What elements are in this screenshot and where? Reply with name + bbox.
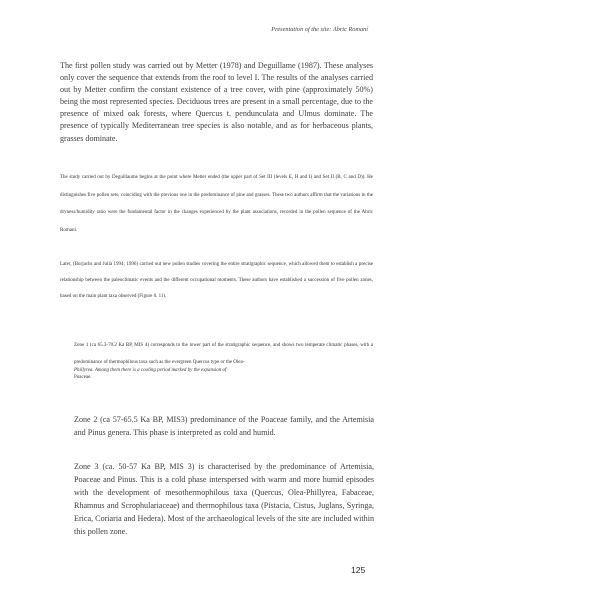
- paragraph-pollen-first-study: The first pollen study was carried out by Metter (1978) and Deguillame (1987). These analyses only cover the sequence that extends from the roof to level I. The results of the analyses carried out by Metter confirm the constant existence of a tree cover, with pine (approximately 50%) being the most represented species. Deciduous trees are present in a small percentage, due to the presence of mixed oak forests, where Quercus t. pendunculata and Ulmus dominate. The presence of typically Mediterranean tree species is also notable, and as for herbaceous plants, grasses dominate.: [60, 61, 373, 143]
- paragraph-zone-1-continuation: [74, 367, 274, 381]
- zone-1-final-line: Poaceae.: [74, 375, 92, 381]
- zone-1-italic-line: Phillyrea. Among them there is a cooling period marked by the expansion of: [74, 368, 227, 373]
- page-number: 125: [351, 565, 366, 575]
- paragraph-burjachs-julia: Later, (Burjachs and Julià 1994; 1996) carried out new pollen studies covering the entire stratigraphic sequence, which allowed them to establish a precise relationship between the paleoclimatic events and the different occupational moments. These authors have established a succession of five pollen zones, based on the main plant taxa observed (Figure 6. 11).: [60, 262, 373, 299]
- paragraph-zone-1: Zone 1 (ca 65.3-70.2 Ka BP, MIS 4) corresponds to the lower part of the stratigraphic sequence, and shows two temperate climatic phases, with a predominance of thermophilous taxa such as the evergreen Quercus type or the Olea-: [74, 343, 373, 366]
- paragraph-zone-2: Zone 2 (ca 57-65.5 Ka BP, MIS3) predominance of the Poaceae family, and the Artemisia and Pinus genera. This phase is interpreted as cold and humid.: [74, 415, 374, 438]
- paragraph-zone-3: Zone 3 (ca. 50-57 Ka BP, MIS 3) is characterised by the predominance of Artemisia, Poaceae and Pinus. This is a cold phase interspersed with warm and more humid episodes with the development of mesothermophilous taxa (Quercus, Olea-Phillyrea, Fabaceae, Rhamnus and Scrophulariaceae) and thermophilous taxa (Pistacia, Cistus, Juglans, Syringa, Erica, Coriaria and Hedera). Most of the archaeological levels of the site are included within this pollen zone.: [74, 462, 374, 536]
- running-header: Presentation of the site: Abric Romaní: [271, 26, 368, 33]
- paragraph-deguillaume-study: The study carried out by Deguillaume begins at the point where Metter ended (the upper part of Set III (levels E, H and I) and Set II (B, C and D)). He distinguishes five pollen sets, coinciding with the previous one in the predominance of pine and grasses. These two authors affirm that the variations in the dryness/humidity ratio were the fundamental factor in the changes experienced by the plant associations, recorded in the pollen sequence of the Abric Romaní.: [60, 175, 373, 234]
